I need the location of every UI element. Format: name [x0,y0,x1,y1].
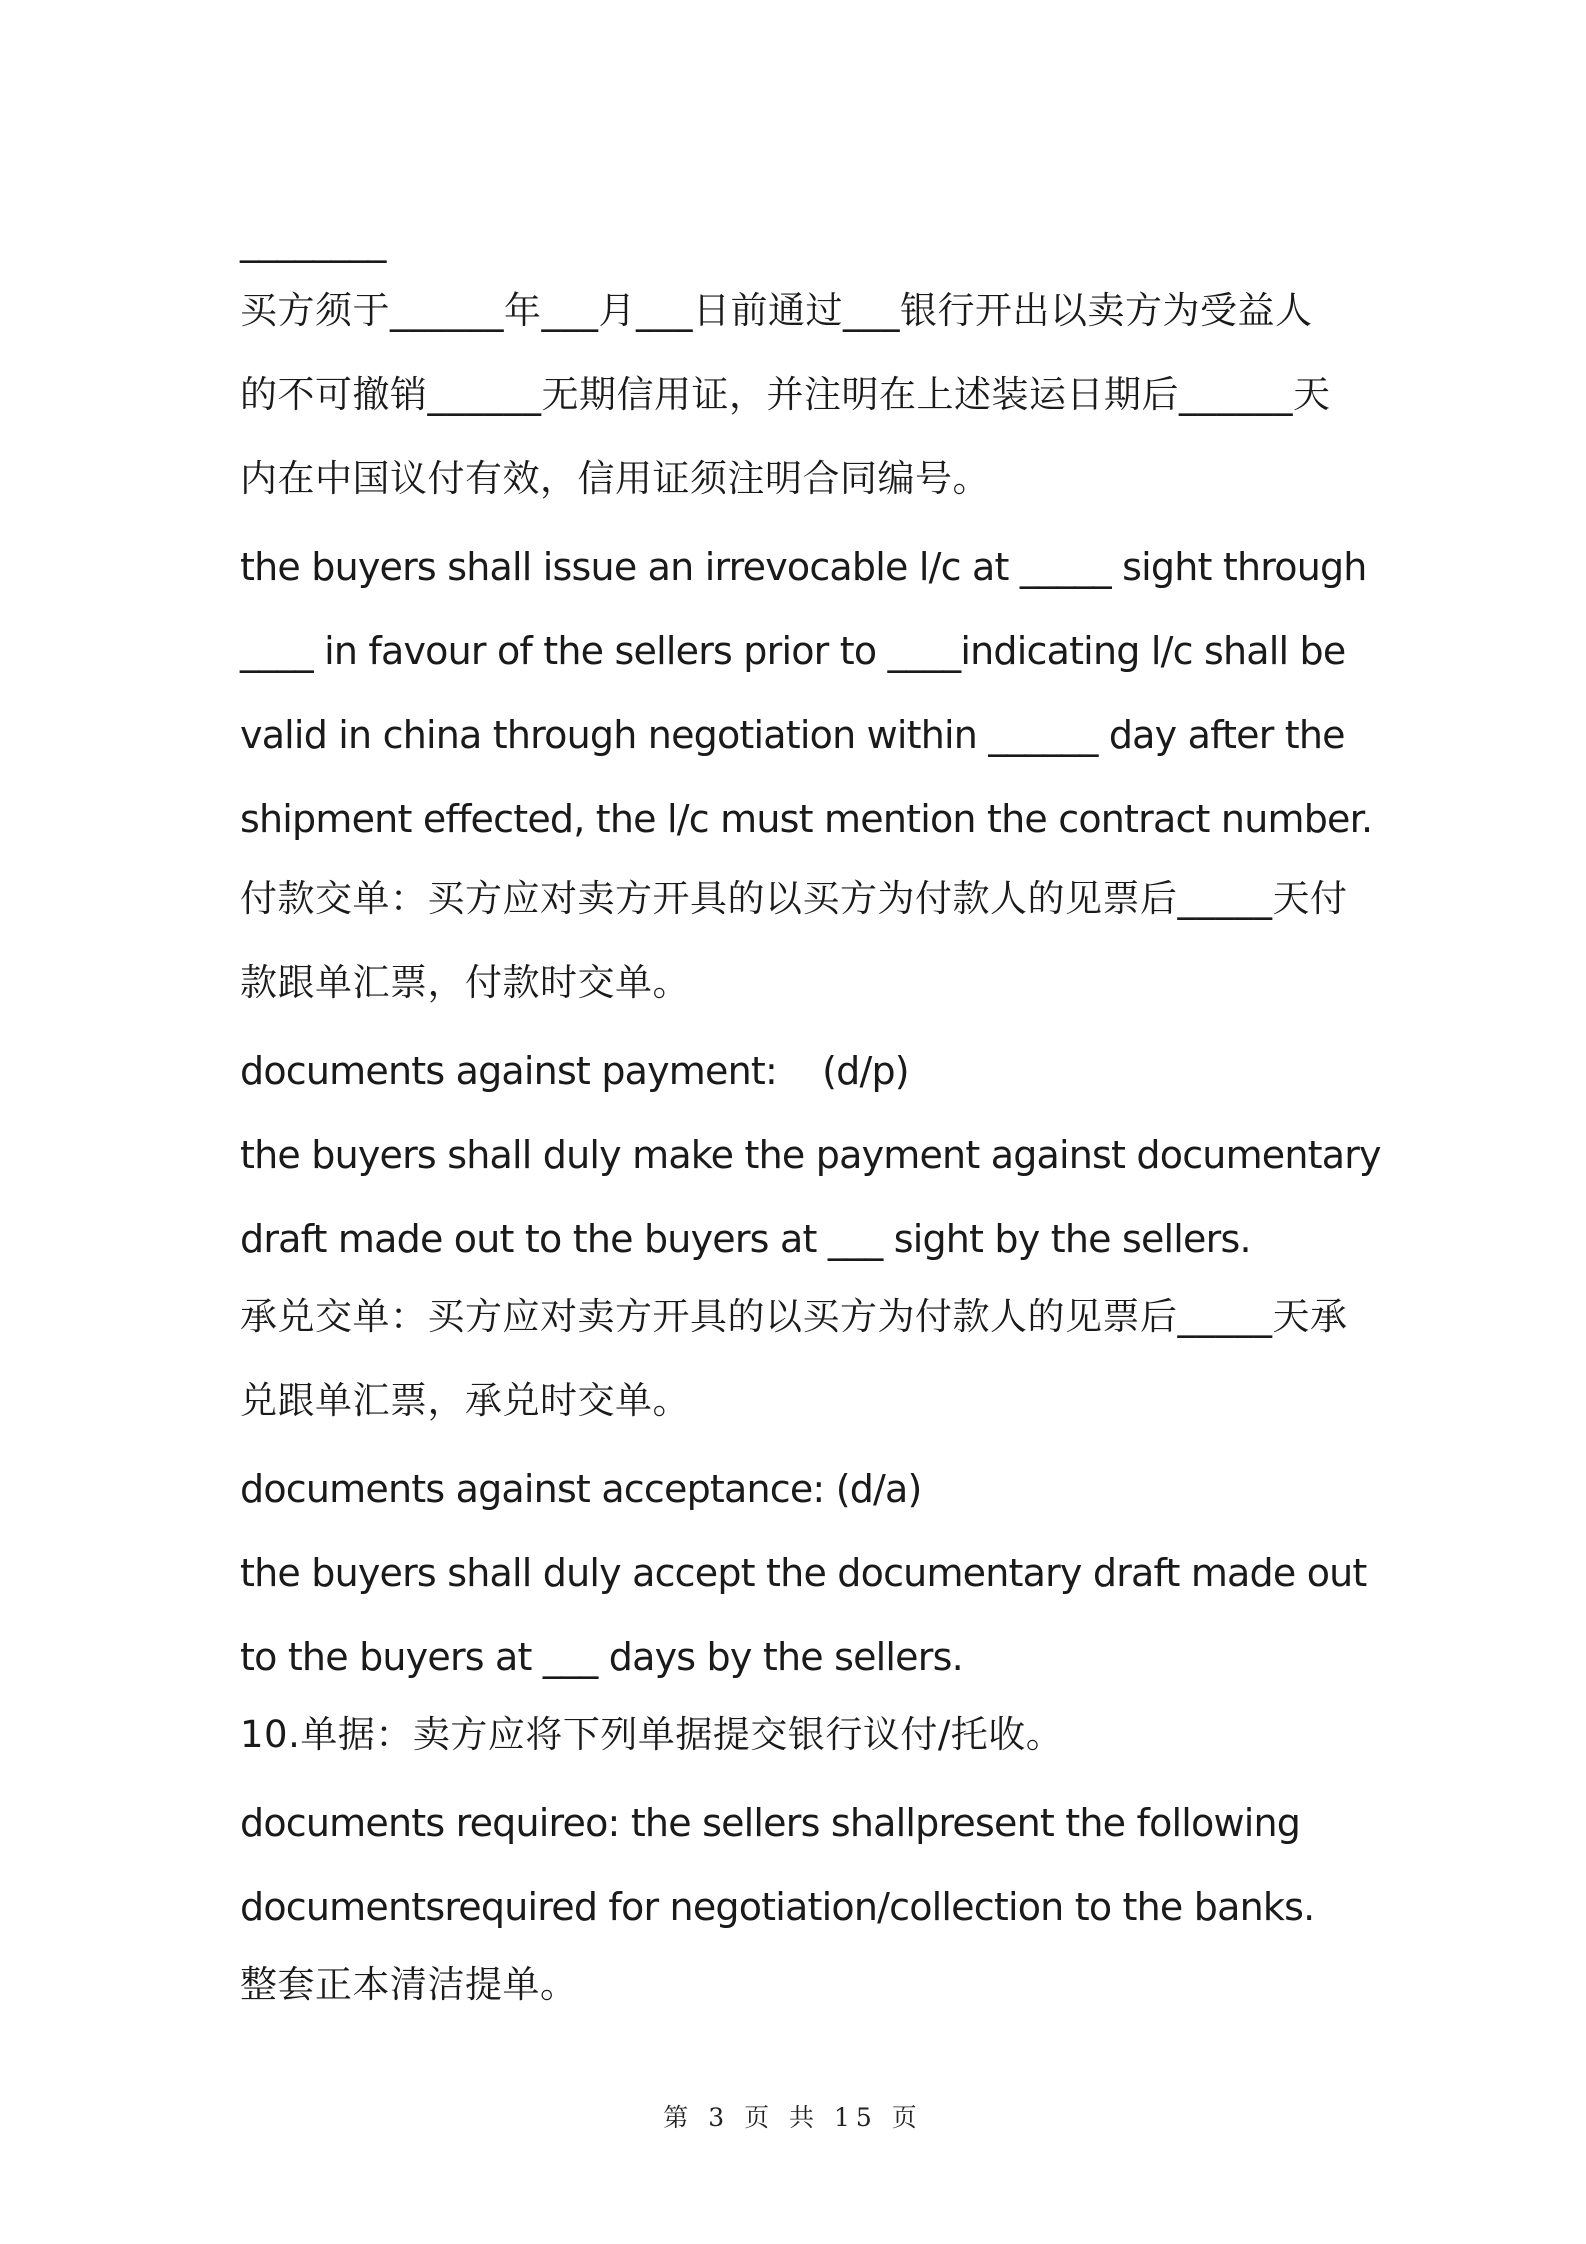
text-line-en: shipment effected, the l/c must mention the contract number. [240,797,1373,841]
text-line-en: documents against acceptance: (d/a) [240,1467,922,1511]
blank-line: ________ [240,219,386,263]
text-line-zh: 付款交单：买方应对卖方开具的以买方为付款人的见票后_____天付 [240,877,1348,920]
text-line-zh: 内在中国议付有效，信用证须注明合同编号。 [240,457,990,500]
text-line-en: documentsrequired for negotiation/collection to the banks. [240,1885,1315,1929]
text-line-zh: 的不可撤销______无期信用证，并注明在上述装运日期后______天 [240,373,1331,416]
text-line-zh: 买方须于______年___月___日前通过___银行开出以卖方为受益人 [240,289,1313,332]
section-heading-documents: 10.单据：卖方应将下列单据提交银行议付/托收。 [240,1713,1064,1756]
text-line-en: to the buyers at ___ days by the sellers. [240,1635,963,1679]
text-line-en: draft made out to the buyers at ___ sight by the sellers. [240,1217,1251,1261]
text-line-en: the buyers shall duly make the payment against documentary [240,1133,1381,1177]
page-number-footer: 第 3 页 共 15 页 [663,2103,923,2132]
text-line-zh: 整套正本清洁提单。 [240,1963,578,2006]
text-line-en: ____ in favour of the sellers prior to ____indicating l/c shall be [240,629,1346,673]
text-line-zh: 兑跟单汇票，承兑时交单。 [240,1379,690,1422]
text-line-en: documents requireo: the sellers shallpresent the following [240,1801,1301,1845]
text-line-zh: 款跟单汇票，付款时交单。 [240,961,690,1004]
text-line-en: the buyers shall duly accept the documentary draft made out [240,1551,1367,1595]
text-line-en: documents against payment: (d/p) [240,1049,909,1093]
text-line-en: the buyers shall issue an irrevocable l/c at _____ sight through [240,545,1367,589]
text-line-en: valid in china through negotiation within ______ day after the [240,713,1345,757]
text-line-zh: 承兑交单：买方应对卖方开具的以买方为付款人的见票后_____天承 [240,1295,1348,1338]
